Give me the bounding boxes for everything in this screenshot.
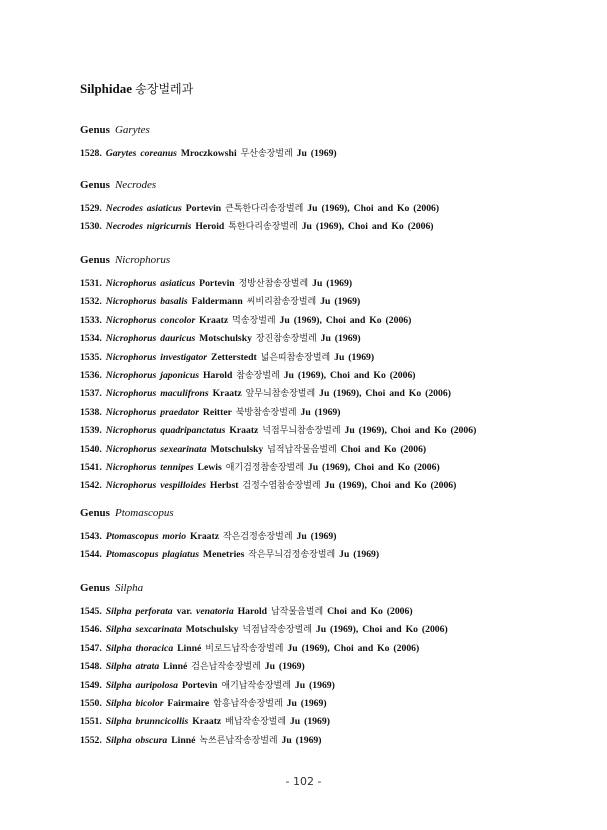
species-entry — [80, 478, 456, 491]
species-number: 1546. — [80, 624, 102, 636]
species-entry — [80, 733, 322, 746]
species-author: Reitter — [202, 406, 232, 418]
species-epithet: asiaticus — [160, 278, 196, 289]
species-references: Ju (1969) — [281, 734, 322, 746]
species-korean-name: 북방참송장벌레 — [235, 407, 297, 418]
species-author: Herbst — [209, 480, 239, 492]
species-entry — [80, 405, 340, 418]
family-heading — [80, 80, 193, 97]
species-epithet: tennipes — [160, 462, 194, 473]
species-epithet: morio — [162, 531, 187, 542]
species-number: 1542. — [80, 480, 102, 492]
species-genus: Nicrophorus — [105, 278, 157, 289]
species-epithet: coreanus — [140, 148, 177, 159]
species-author: Heroid — [195, 221, 225, 233]
species-entry — [80, 276, 352, 289]
species-entry — [80, 146, 337, 159]
species-genus: Nicrophorus — [105, 480, 157, 492]
page-number: - 102 - — [285, 775, 322, 788]
species-korean-name: 앞무늬참송장벌레 — [245, 389, 316, 400]
species-references: Ju (1969), Choi and Ko (2006) — [283, 370, 416, 381]
genus-label: Genus — [80, 582, 110, 594]
species-korean-name: 검정수염참송장벌레 — [242, 481, 321, 492]
species-genus: Silpha — [105, 606, 132, 617]
species-epithet: auripolosa — [135, 679, 179, 691]
species-author: Faldermann — [191, 296, 243, 308]
species-entry — [80, 368, 416, 381]
species-genus: Silpha — [105, 661, 132, 673]
species-author: Portevin — [199, 278, 235, 289]
species-references: Ju (1969), Choi and Ko (2006) — [301, 221, 434, 233]
species-korean-name: 애기검정참송장벌레 — [225, 463, 304, 473]
species-references: Ju (1969), Choi and Ko (2006) — [324, 480, 457, 492]
species-genus: Nicrophorus — [105, 296, 157, 308]
species-number: 1538. — [80, 406, 102, 418]
family-korean-name: 송장벌레과 — [135, 82, 194, 96]
genus-label: Genus — [80, 179, 110, 191]
species-epithet: perforata — [135, 606, 173, 617]
species-epithet: obscura — [135, 734, 168, 746]
species-references: Ju (1969), Choi and Ko (2006) — [307, 203, 440, 214]
species-author: Harold — [237, 606, 268, 617]
species-references: Choi and Ko (2006) — [327, 606, 413, 617]
species-number: 1549. — [80, 679, 102, 691]
species-entry — [80, 529, 336, 542]
species-references: Ju (1969) — [294, 679, 335, 691]
species-korean-name: 녹쓰른납작송장벌레 — [199, 735, 278, 746]
species-korean-name: 배납작송장벌레 — [225, 717, 287, 728]
species-genus: Silpha — [105, 734, 132, 746]
species-author: Linné — [171, 734, 196, 746]
species-genus: Ptomascopus — [105, 531, 159, 542]
species-number: 1531. — [80, 278, 102, 289]
species-epithet: dauricus — [160, 333, 196, 345]
species-entry — [80, 331, 361, 344]
species-references: Ju (1969) — [286, 698, 327, 709]
species-genus: Silpha — [105, 716, 132, 728]
species-genus: Nicrophorus — [105, 333, 157, 345]
species-korean-name: 넙적납작물음벌레 — [267, 444, 337, 455]
species-references: Ju (1969) — [320, 296, 361, 308]
species-author: Kraatz — [192, 716, 222, 728]
species-author: Motschulsky — [185, 624, 239, 636]
species-epithet: brunncicollis — [135, 716, 189, 728]
species-number: 1528. — [80, 148, 102, 159]
species-number: 1536. — [80, 370, 102, 381]
genus-label: Genus — [80, 507, 110, 519]
genus-heading — [80, 124, 150, 136]
species-epithet: nigricurnis — [146, 221, 192, 233]
species-genus: Nicrophorus — [105, 443, 157, 455]
species-entry — [80, 350, 374, 363]
species-korean-name: 함흥납작송장벌레 — [213, 699, 283, 709]
genus-name: Nicrophorus — [114, 254, 171, 266]
species-references: Ju (1969) — [300, 406, 341, 418]
species-korean-name: 넓은띠참송장벌레 — [260, 352, 331, 363]
species-number: 1552. — [80, 734, 102, 746]
species-author: Portevin — [181, 679, 218, 691]
species-epithet: concolor — [160, 314, 196, 326]
species-references: Ju (1969) — [296, 531, 337, 542]
genus-heading — [80, 179, 156, 191]
species-genus: Necrodes — [105, 221, 143, 233]
species-korean-name: 참송장벌레 — [236, 371, 280, 381]
species-number: 1547. — [80, 642, 102, 654]
species-epithet: investigator — [160, 351, 208, 363]
genus-heading — [80, 582, 143, 594]
species-korean-name: 먹송장벌레 — [232, 315, 276, 326]
species-korean-name: 톡한다리송장벌레 — [228, 222, 298, 233]
species-references: Ju (1969) — [296, 148, 337, 159]
species-number: 1535. — [80, 351, 102, 363]
species-genus: Necrodes — [105, 203, 143, 214]
species-references: Ju (1969) — [289, 716, 330, 728]
species-korean-name: 작은무늬검정송장벌레 — [248, 550, 336, 561]
species-references: Ju (1969), Choi and Ko (2006) — [287, 642, 420, 654]
species-genus: Nicrophorus — [105, 462, 157, 473]
species-author: Motschulsky — [210, 443, 264, 455]
species-genus: Nicrophorus — [105, 425, 157, 437]
species-entry — [80, 201, 439, 214]
species-number: 1541. — [80, 462, 102, 473]
species-genus: Silpha — [105, 679, 132, 691]
species-author: Fairmaire — [167, 698, 210, 709]
species-korean-name: 씨비리참송장벌레 — [246, 297, 317, 308]
species-korean-name: 무산송장벌레 — [240, 149, 293, 159]
species-epithet: asiaticus — [146, 203, 182, 214]
species-number: 1534. — [80, 333, 102, 345]
species-genus: Nicrophorus — [105, 314, 157, 326]
species-author: Menetries — [202, 549, 245, 561]
species-number: 1532. — [80, 296, 102, 308]
species-genus: Garytes — [105, 148, 137, 159]
species-author: Motschulsky — [199, 333, 252, 345]
species-references: Ju (1969) — [334, 351, 375, 363]
species-entry — [80, 659, 305, 672]
family-name: Silphidae — [80, 81, 133, 96]
species-entry — [80, 622, 448, 635]
species-epithet: sexearinata — [160, 443, 207, 455]
species-korean-name: 넉점납작송장벌레 — [242, 625, 312, 636]
species-references: Choi and Ko (2006) — [340, 443, 427, 455]
species-epithet: sexcarinata — [135, 624, 182, 636]
species-author: Portevin — [185, 203, 222, 214]
species-number: 1540. — [80, 443, 102, 455]
species-genus: Silpha — [105, 624, 132, 636]
species-epithet: japonicus — [160, 370, 200, 381]
species-author: Kraatz — [229, 425, 259, 437]
species-korean-name: 애기납작송장벌레 — [221, 680, 291, 691]
species-author: Mroczkowshi — [180, 148, 237, 159]
species-author: Kraatz — [199, 314, 229, 326]
species-epithet: atrata — [135, 661, 160, 673]
species-epithet: bicolor — [135, 698, 164, 709]
species-author: Harold — [202, 370, 233, 381]
species-entry — [80, 604, 413, 617]
species-epithet: praedator — [160, 406, 199, 418]
species-entry — [80, 714, 330, 727]
species-genus: Nicrophorus — [105, 388, 157, 400]
species-number: 1548. — [80, 661, 102, 673]
species-author: Lewis — [197, 462, 222, 473]
species-variety: venatoria — [196, 606, 234, 617]
genus-name: Garytes — [114, 124, 150, 136]
species-author: Linné — [177, 642, 202, 654]
species-number: 1539. — [80, 425, 102, 437]
species-author: Zetterstedt — [211, 351, 257, 363]
species-references: Ju (1969) — [264, 661, 305, 673]
species-references: Ju (1969) — [312, 278, 353, 289]
species-epithet: maculifrons — [160, 388, 209, 400]
species-references: Ju (1969), Choi and Ko (2006) — [307, 462, 440, 473]
species-author: Linné — [163, 661, 188, 673]
species-references: Ju (1969) — [320, 333, 361, 345]
species-entry — [80, 294, 360, 307]
species-korean-name: 검은납작송장벌레 — [191, 662, 261, 673]
species-entry — [80, 547, 379, 560]
species-references: Ju (1969), Choi and Ko (2006) — [319, 388, 451, 400]
species-entry — [80, 386, 451, 399]
species-genus: Nicrophorus — [105, 351, 157, 363]
species-author: Kraatz — [190, 531, 220, 542]
species-references: Ju (1969) — [339, 549, 380, 561]
species-number: 1529. — [80, 203, 102, 214]
species-epithet: vespilloides — [160, 480, 206, 492]
species-entry — [80, 678, 335, 691]
species-genus: Silpha — [105, 698, 132, 709]
species-number: 1530. — [80, 221, 102, 233]
species-number: 1533. — [80, 314, 102, 326]
species-epithet: quadripanctatus — [160, 425, 226, 437]
species-epithet: thoracica — [135, 642, 174, 654]
genus-heading — [80, 254, 170, 266]
species-epithet: basalis — [160, 296, 188, 308]
species-references: Ju (1969), Choi and Ko (2006) — [279, 314, 412, 326]
species-number: 1544. — [80, 549, 102, 561]
species-korean-name: 큰톡한다리송장벌레 — [225, 204, 304, 214]
species-entry — [80, 696, 327, 709]
species-korean-name: 비로드납작송장벌레 — [205, 643, 284, 654]
species-korean-name: 정방산참송장벌레 — [238, 279, 309, 289]
species-korean-name: 납작물음벌레 — [270, 607, 324, 617]
genus-label: Genus — [80, 254, 110, 266]
genus-name: Necrodes — [114, 179, 157, 191]
species-number: 1543. — [80, 531, 102, 542]
species-genus: Silpha — [105, 642, 132, 654]
genus-heading — [80, 507, 174, 519]
species-entry — [80, 460, 440, 473]
species-number: 1550. — [80, 698, 102, 709]
genus-name: Ptomascopus — [114, 507, 174, 519]
species-number: 1551. — [80, 716, 102, 728]
species-korean-name: 작은검정송장벌레 — [222, 532, 293, 542]
species-epithet: plagiatus — [162, 549, 199, 561]
variety-label: var. — [176, 606, 193, 617]
species-genus: Ptomascopus — [105, 549, 159, 561]
species-entry — [80, 641, 419, 654]
species-number: 1537. — [80, 388, 102, 400]
species-number: 1545. — [80, 606, 102, 617]
species-entry — [80, 313, 411, 326]
species-genus: Nicrophorus — [105, 406, 157, 418]
species-korean-name: 장진참송장벌레 — [255, 334, 317, 345]
species-references: Ju (1969), Choi and Ko (2006) — [315, 624, 448, 636]
species-entry — [80, 219, 434, 232]
species-korean-name: 넉점무늬참송장벌레 — [262, 426, 341, 437]
genus-name: Silpha — [114, 582, 144, 594]
species-entry — [80, 423, 476, 436]
species-genus: Nicrophorus — [105, 370, 157, 381]
species-references: Ju (1969), Choi and Ko (2006) — [344, 425, 477, 437]
genus-label: Genus — [80, 124, 110, 136]
species-entry — [80, 442, 426, 455]
species-author: Kraatz — [212, 388, 242, 400]
